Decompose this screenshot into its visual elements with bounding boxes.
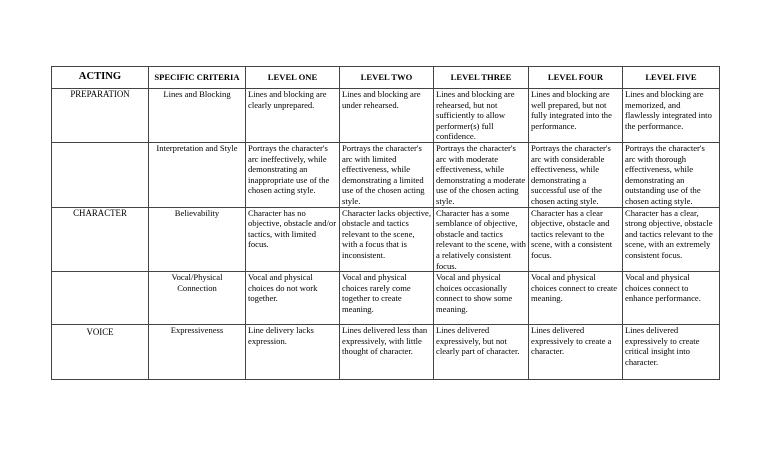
level-cell: Lines delivered expressively, but not clearly part of character. bbox=[434, 325, 529, 380]
level-cell: Portrays the character's arc with thorough effectiveness, while demonstrating an outstanding use of the chosen acting style. bbox=[623, 143, 720, 208]
level-cell: Lines delivered expressively to create critical insight into character. bbox=[623, 325, 720, 380]
level-cell: Vocal and physical choices occasionally connect to show some meaning. bbox=[434, 272, 529, 325]
level-cell: Portrays the character's arc ineffectively, while demonstrating an inappropriate use of the chosen acting style. bbox=[246, 143, 340, 208]
level-cell: Character lacks objective, obstacle and tactics relevant to the scene, with a focus that is inconsistent. bbox=[340, 207, 434, 272]
level-cell: Vocal and physical choices connect to enhance performance. bbox=[623, 272, 720, 325]
level-cell: Portrays the character's arc with limited effectiveness, while demonstrating a limited use of the chosen acting style. bbox=[340, 143, 434, 208]
level-cell: Lines and blocking are under rehearsed. bbox=[340, 89, 434, 143]
header-specific-criteria: SPECIFIC CRITERIA bbox=[149, 67, 246, 89]
level-cell: Line delivery lacks expression. bbox=[246, 325, 340, 380]
level-cell: Character has no objective, obstacle and/or tactics, with limited focus. bbox=[246, 207, 340, 272]
table-row bbox=[52, 89, 720, 143]
criteria-cell: Interpretation and Style bbox=[149, 143, 246, 208]
level-cell: Character has a clear objective, obstacle and tactics relevant to the scene, with a consistent focus. bbox=[529, 207, 623, 272]
level-cell: Lines delivered expressively to create a character. bbox=[529, 325, 623, 380]
table-row bbox=[52, 325, 720, 380]
header-level-five: LEVEL FIVE bbox=[623, 67, 720, 89]
category-cell bbox=[52, 143, 149, 208]
header-level-four: LEVEL FOUR bbox=[529, 67, 623, 89]
acting-rubric-table bbox=[51, 66, 720, 380]
header-level-one: LEVEL ONE bbox=[246, 67, 340, 89]
header-level-three: LEVEL THREE bbox=[434, 67, 529, 89]
table-row bbox=[52, 207, 720, 272]
level-cell: Lines and blocking are memorized, and flawlessly integrated into the performance. bbox=[623, 89, 720, 143]
criteria-cell: Expressiveness bbox=[149, 325, 246, 380]
level-cell: Lines and blocking are clearly unprepared. bbox=[246, 89, 340, 143]
table-row bbox=[52, 143, 720, 208]
level-cell: Character has a some semblance of objective, obstacle and tactics relevant to the scene, with a relatively consistent focus. bbox=[434, 207, 529, 272]
level-cell: Character has a clear, strong objective, obstacle and tactics relevant to the scene, with an extremely consistent focus. bbox=[623, 207, 720, 272]
criteria-cell: Vocal/Physical Connection bbox=[149, 272, 246, 325]
header-row bbox=[52, 67, 720, 89]
level-cell: Lines and blocking are rehearsed, but not sufficiently to allow performer(s) full confidence. bbox=[434, 89, 529, 143]
table-row bbox=[52, 272, 720, 325]
header-level-two: LEVEL TWO bbox=[340, 67, 434, 89]
category-cell bbox=[52, 272, 149, 325]
header-acting: ACTING bbox=[52, 67, 149, 89]
criteria-cell: Believability bbox=[149, 207, 246, 272]
level-cell: Vocal and physical choices do not work together. bbox=[246, 272, 340, 325]
level-cell: Portrays the character's arc with moderate effectiveness, while demonstrating a moderate use of the chosen acting style. bbox=[434, 143, 529, 208]
level-cell: Vocal and physical choices rarely come together to create meaning. bbox=[340, 272, 434, 325]
level-cell: Lines delivered less than expressively, with little thought of character. bbox=[340, 325, 434, 380]
category-cell: CHARACTER bbox=[52, 207, 149, 272]
criteria-cell: Lines and Blocking bbox=[149, 89, 246, 143]
category-cell: PREPARATION bbox=[52, 89, 149, 143]
level-cell: Vocal and physical choices connect to create meaning. bbox=[529, 272, 623, 325]
category-cell: VOICE bbox=[52, 325, 149, 380]
level-cell: Portrays the character's arc with considerable effectiveness, while demonstrating a successful use of the chosen acting style. bbox=[529, 143, 623, 208]
level-cell: Lines and blocking are well prepared, but not fully integrated into the performance. bbox=[529, 89, 623, 143]
